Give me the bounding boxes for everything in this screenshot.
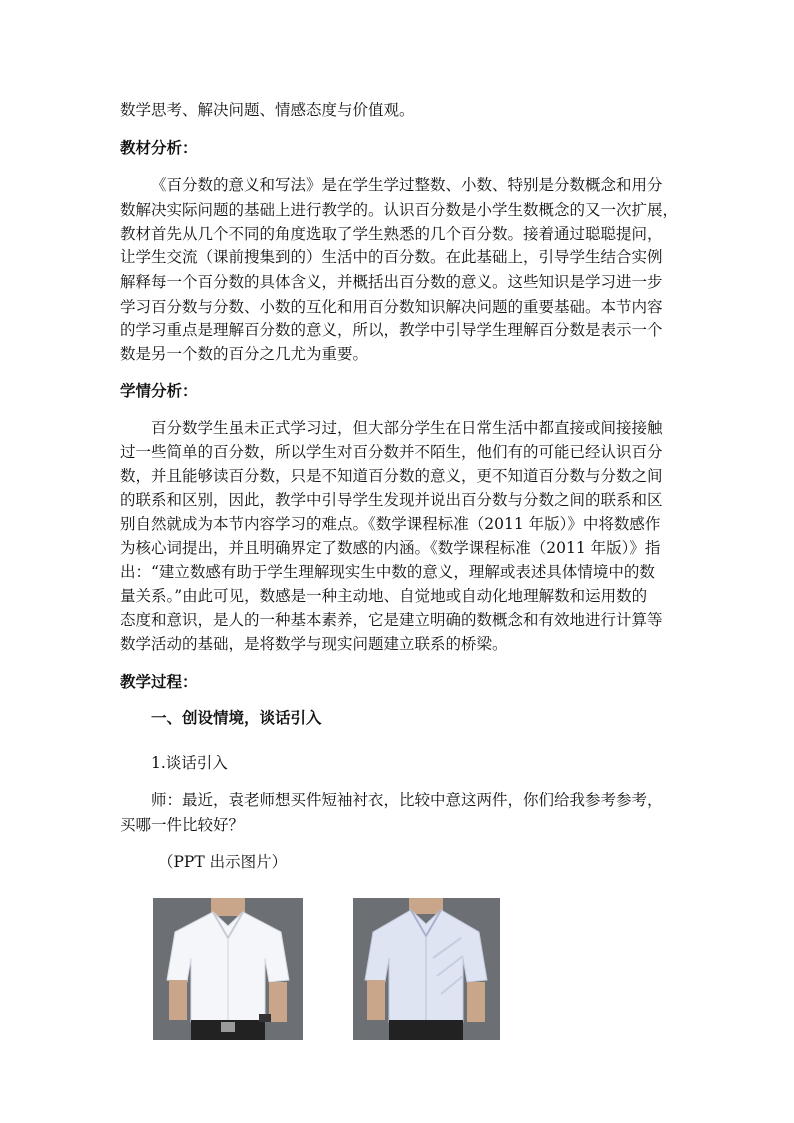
students-line: 数，并且能够读百分数，只是不知道百分数的意义，更不知道百分数与分数之间 [120,467,663,485]
students-line: 量关系。”由此可见，数感是一种主动地、自觉地或自动化地理解数和运用数的 [120,587,648,605]
textbook-line: 数是另一个数的百分之几尤为重要。 [120,345,369,363]
students-line: 态度和意识，是人的一种基本素养，它是建立明确的数概念和有效地进行计算等 [120,611,663,629]
textbook-line: 数解决实际问题的基础上进行教学的。认识百分数是小学生数概念的又一次扩展， [120,201,679,219]
students-line: 过一些简单的百分数，所以学生对百分数并不陌生，他们有的可能已经认识百分 [120,443,663,461]
textbook-line: 教材首先从几个不同的角度选取了学生熟悉的几个百分数。接着通过聪聪提问， [120,225,663,243]
students-line: 别自然就成为本节内容学习的难点。《数学课程标准（2011 年版）》中将数感作 [120,515,661,533]
textbook-line: 学习百分数与分数、小数的互化和用百分数知识解决问题的重要基础。本节内容 [120,298,663,316]
ppt-note: （PPT 出示图片） [158,853,288,871]
students-line: 的联系和区别，因此，教学中引导学生发现并说出百分数与分数之间的联系和区 [120,491,663,509]
textbook-line: 让学生交流（课前搜集到的）生活中的百分数。在此基础上，引导学生结合实例 [120,248,663,266]
shirt-photo-2 [353,898,500,1040]
teacher-line: 师：最近，袁老师想买件短袖衬衣，比较中意这两件，你们给我参考参考， [151,791,663,809]
students-line: 数学活动的基础，是将数学与现实问题建立联系的桥梁。 [120,635,508,653]
teacher-line: 买哪一件比较好？ [120,816,245,834]
textbook-heading: 教材分析： [120,138,198,157]
process-heading: 教学过程： [120,672,198,691]
textbook-line: 解释每一个百分数的具体含义，并概括出百分数的意义。这些知识是学习进一步 [120,273,663,291]
item-title: 1.谈话引入 [151,754,228,772]
shirt-photo-1 [153,898,303,1040]
textbook-line: 《百分数的意义和写法》是在学生学过整数、小数、特别是分数概念和用分 [151,176,663,194]
textbook-line: 的学习重点是理解百分数的意义，所以，教学中引导学生理解百分数是表示一个 [120,321,663,339]
students-line: 为核心词提出，并且明确界定了数感的内涵。《数学课程标准（2011 年版）》指 [120,539,661,557]
section-title: 一、创设情境，谈话引入 [151,708,322,727]
students-heading: 学情分析： [120,381,198,400]
intro-tail: 数学思考、解决问题、情感态度与价值观。 [120,101,415,119]
students-line: 百分数学生虽未正式学习过，但大部分学生在日常生活中都直接或间接接触 [151,419,663,437]
students-line: 出：“建立数感有助于学生理解现实生中数的意义，理解或表述具体情境中的数 [120,563,655,581]
